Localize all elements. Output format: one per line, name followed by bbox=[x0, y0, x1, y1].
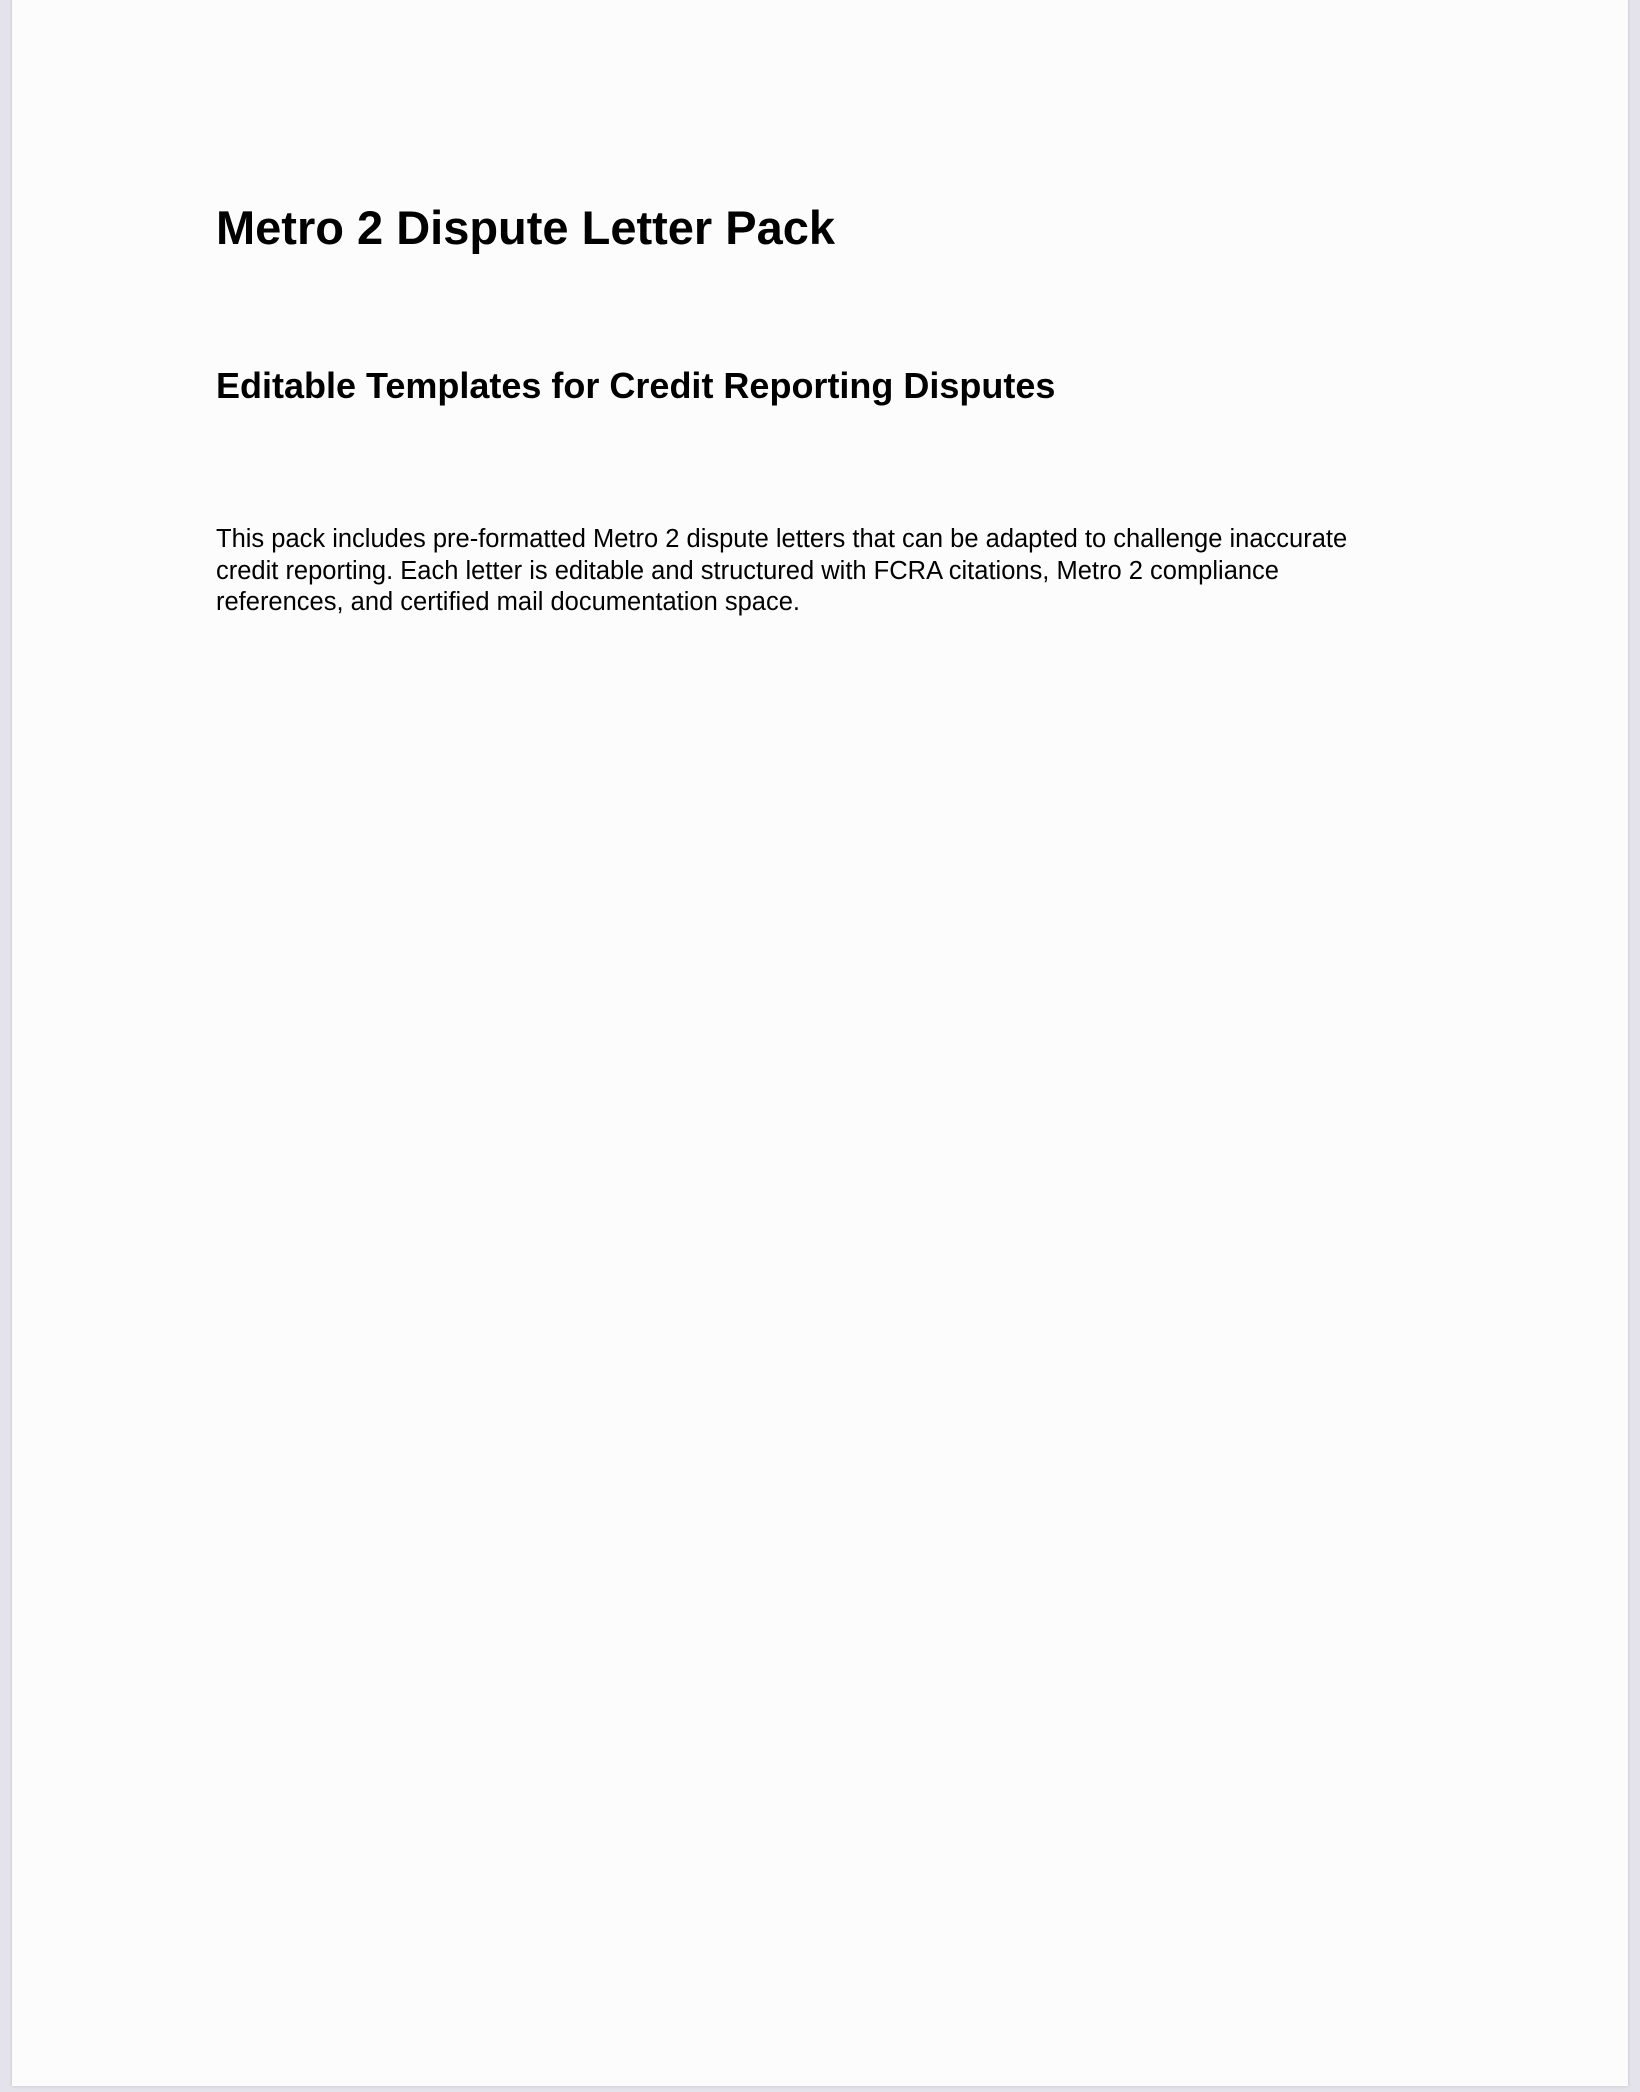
document-title: Metro 2 Dispute Letter Pack bbox=[216, 201, 836, 254]
body-line: This pack includes pre-formatted Metro 2 dispute letters that can be adapted to challenge inaccurate bbox=[216, 525, 1348, 553]
body-line: credit reporting. Each letter is editable and structured with FCRA citations, Metro 2 compliance bbox=[216, 556, 1279, 585]
document-body-paragraph bbox=[216, 524, 1426, 619]
body-line: references, and certified mail documentation space. bbox=[216, 588, 800, 616]
document-page bbox=[12, 0, 1628, 2086]
document-subtitle: Editable Templates for Credit Reporting Disputes bbox=[216, 365, 1056, 406]
